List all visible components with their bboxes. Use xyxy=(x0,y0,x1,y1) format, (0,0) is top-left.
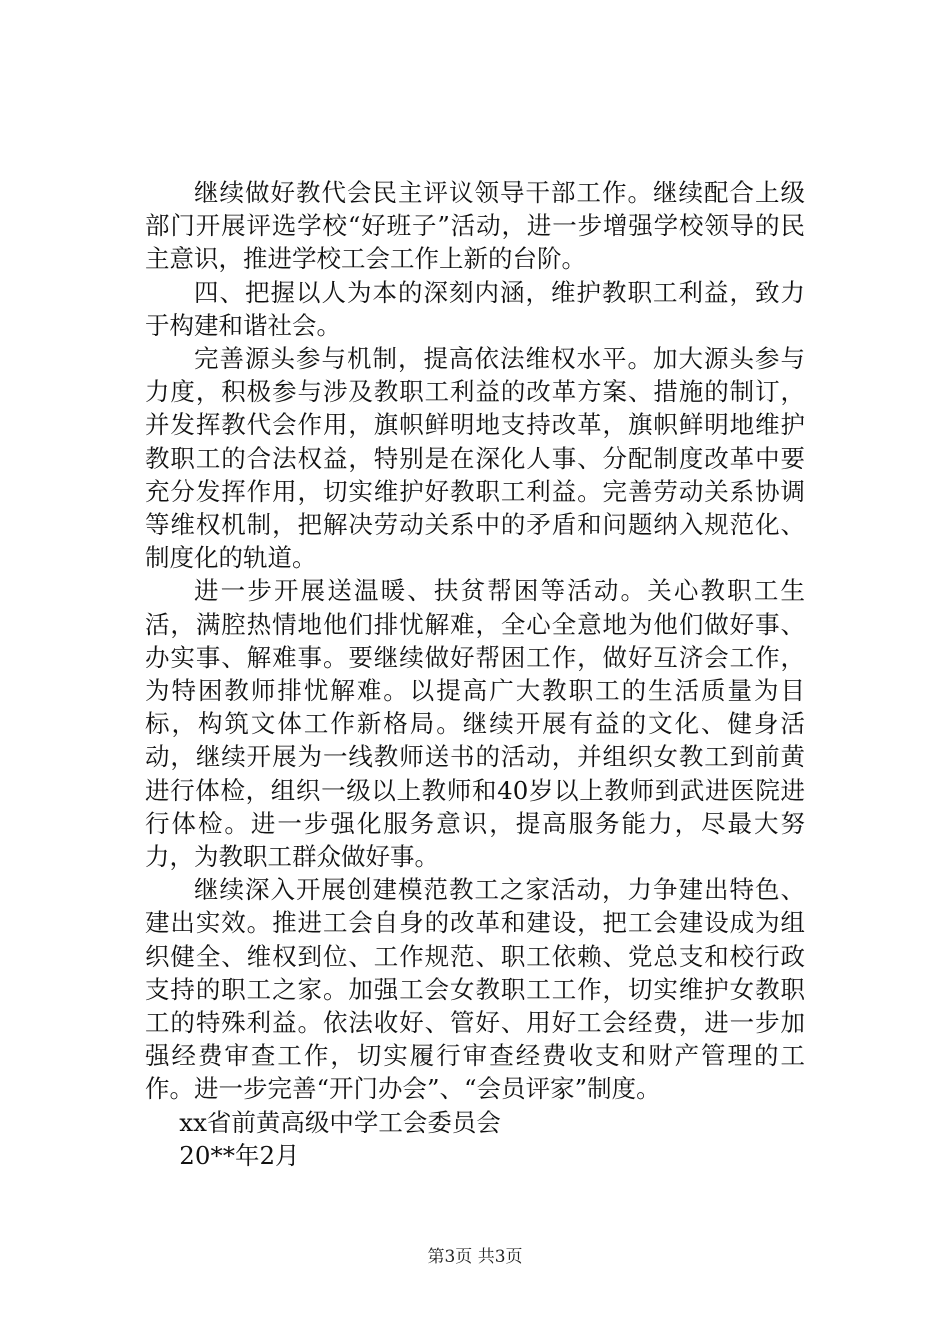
paragraph-3: 完善源头参与机制，提高依法维权水平。加大源头参与力度，积极参与涉及教职工利益的改革方案、措施的制订，并发挥教代会作用，旗帜鲜明地支持改革，旗帜鲜明地维护教职工的合法权益，特别是在深化人事、分配制度改革中要充分发挥作用，切实维护好教职工利益。完善劳动关系协调等维权机制，把解决劳动关系中的矛盾和问题纳入规范化、制度化的轨道。 xyxy=(145,344,805,573)
signature-organization: xx省前黄高级中学工会委员会 xyxy=(179,1107,501,1137)
paragraph-5: 继续深入开展创建模范教工之家活动，力争建出特色、建出实效。推进工会自身的改革和建设，把工会建设成为组织健全、维权到位、工作规范、职工依赖、党总支和校行政支持的职工之家。加强工会女教职工工作，切实维护女教职工的特殊利益。依法收好、管好、用好工会经费，进一步加强经费审查工作，切实履行审查经费收支和财产管理的工作。进一步完善“开门办会”、“会员评家”制度。 xyxy=(145,875,805,1104)
signature-date: 20**年2月 xyxy=(179,1140,300,1170)
page-footer: 第3页 共3页 xyxy=(427,1247,523,1267)
document-body xyxy=(145,176,805,1172)
paragraph-1: 继续做好教代会民主评议领导干部工作。继续配合上级部门开展评选学校“好班子”活动，进一步增强学校领导的民主意识，推进学校工会工作上新的台阶。 xyxy=(145,178,805,274)
paragraph-2-section-heading: 四、把握以人为本的深刻内涵，维护教职工利益，致力于构建和谐社会。 xyxy=(145,277,805,340)
paragraph-4: 进一步开展送温暖、扶贫帮困等活动。关心教职工生活，满腔热情地他们排忧解难，全心全意地为他们做好事、办实事、解难事。要继续做好帮困工作，做好互济会工作，为特困教师排忧解难。以提高广大教职工的生活质量为目标，构筑文体工作新格局。继续开展有益的文化、健身活动，继续开展为一线教师送书的活动，并组织女教工到前黄进行体检，组织一级以上教师和40岁以上教师到武进医院进行体检。进一步强化服务意识，提高服务能力，尽最大努力，为教职工群众做好事。 xyxy=(145,576,805,872)
